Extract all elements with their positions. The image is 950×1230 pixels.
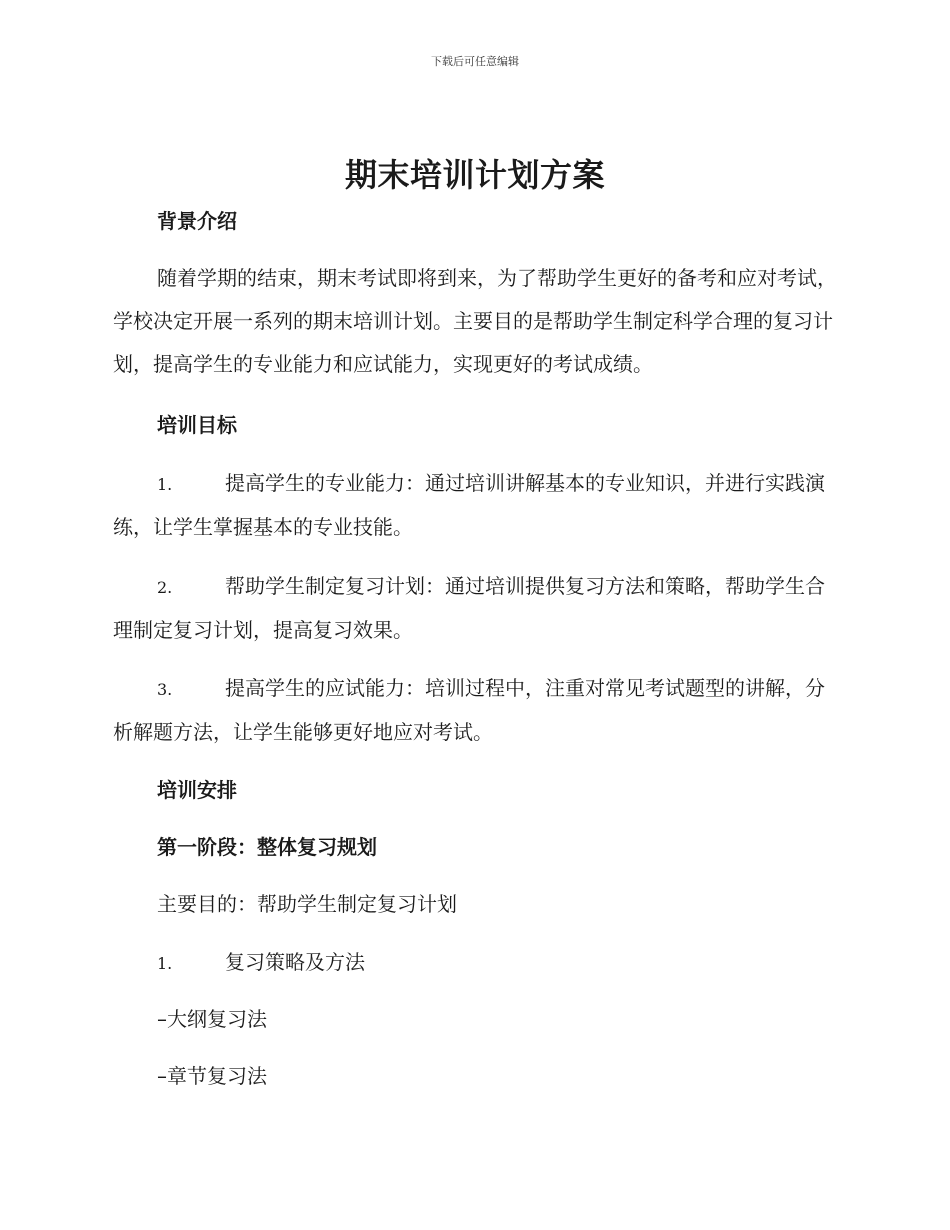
- item-number: 1.: [157, 954, 173, 973]
- goal-text: 提高学生的专业能力：通过培训讲解基本的专业知识，并进行实践演练，让学生掌握基本的专业技能。: [113, 471, 825, 539]
- heading-arrangement: 培训安排: [157, 778, 237, 802]
- heading-stage-1: 第一阶段：整体复习规划: [157, 835, 377, 859]
- stage1-sub-item-2: –章节复习法: [157, 1064, 267, 1088]
- document-title: 期末培训计划方案: [344, 156, 605, 194]
- paragraph-background: 随着学期的结束，期末考试即将到来，为了帮助学生更好的备考和应对考试，学校决定开展一系列的期末培训计划。主要目的是帮助学生制定科学合理的复习计划，提高学生的专业能力和应试能力，实现更好的考试成绩。: [113, 266, 837, 376]
- header-note: 下载后可任意编辑: [431, 55, 519, 68]
- stage1-purpose: 主要目的：帮助学生制定复习计划: [157, 892, 457, 916]
- goal-item-3: [113, 667, 838, 754]
- heading-background: 背景介绍: [157, 209, 237, 233]
- goal-item-1: [113, 462, 838, 549]
- goal-item-2: [113, 565, 838, 652]
- stage1-item-1: [113, 941, 838, 985]
- goal-text: 帮助学生制定复习计划：通过培训提供复习方法和策略，帮助学生合理制定复习计划，提高复习效果。: [113, 574, 825, 642]
- item-text: 复习策略及方法: [225, 950, 365, 974]
- goal-text: 提高学生的应试能力：培训过程中，注重对常见考试题型的讲解，分析解题方法，让学生能够更好地应对考试。: [113, 676, 825, 744]
- stage1-sub-item-1: –大纲复习法: [157, 1007, 267, 1031]
- goal-number: 3.: [157, 680, 173, 699]
- goal-number: 1.: [157, 475, 173, 494]
- heading-goals: 培训目标: [157, 413, 237, 437]
- goal-number: 2.: [157, 578, 173, 597]
